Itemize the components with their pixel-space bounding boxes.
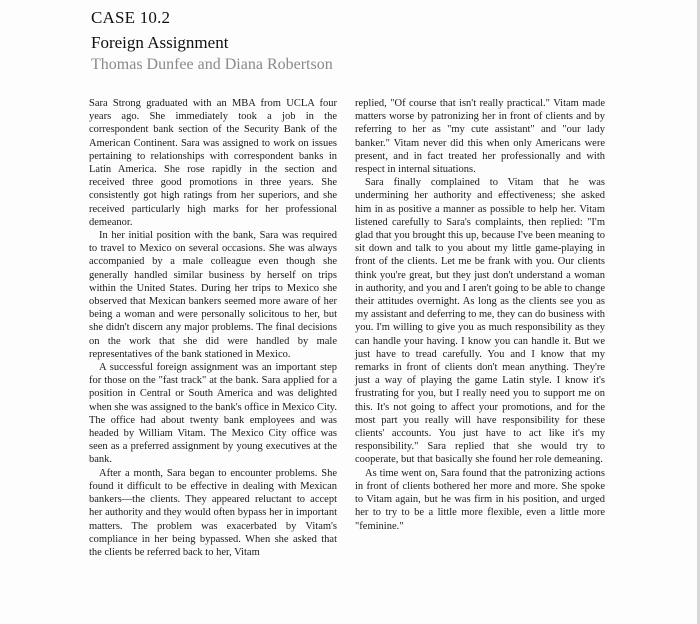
paragraph: Sara finally complained to Vitam that he was undermining her authority and effectiveness; she asked him in as positive a manner as possible to help her. Vitam listened carefully to Sara's complaints, then replied: "I'm glad that you brought this up, because I've been meaning to sit down and talk to you about my little game-playing in front of the clients. Let me be frank with you. Our clients think you're great, but they just don't understand a woman in authority, and you and I aren't going to be able to change their attitudes overnight. As long as the clients see you as my assistant and deferring to me, they can do business with you. I'm willing to give you as much responsibility as they can handle your having. I know you can handle it. But we just have to tread carefully. You and I know that my remarks in front of clients don't mean anything. They're just a way of playing the game Latin style. I know it's frustrating for you, but I really need you to support me on this. It's not going to affect your promotions, and for the most part you really will have responsibility for these clients' accounts. You just have to act like it's my responsibility." Sara replied that she would try to cooperate, but that basically she found her role demeaning. (355, 177, 605, 466)
case-authors: Thomas Dunfee and Diana Robertson (91, 56, 333, 73)
paragraph: A successful foreign assignment was an important step for those on the "fast track" at the bank. Sara applied for a position in Central or South America and was delighted when she was assigned to the bank's office in Mexico City. The office had about twenty bank employees and was headed by William Vitam. The Mexico City office was seen as a preferred assignment by young executives at the bank. (89, 362, 337, 466)
left-column (89, 97, 337, 559)
right-column (355, 97, 605, 533)
paragraph: Sara Strong graduated with an MBA from UCLA four years ago. She immediately took a job in the correspondent bank section of the Security Bank of the American Continent. Sara was assigned to work on issues pertaining to relationships with correspondent banks in Latin America. She rose rapidly in the section and received three good promotions in three years. She consistently got high ratings from her superiors, and she received particularly high marks for her professional demeanor. (89, 98, 337, 228)
case-title: Foreign Assignment (91, 33, 229, 52)
paragraph: replied, "Of course that isn't really practical." Vitam made matters worse by patronizing her in front of clients and by referring to her as "my cute assistant" and "our lady banker." Vitam never did this when only Americans were present, and in fact treated her professionally and with respect in internal situations. (355, 98, 605, 176)
paragraph: As time went on, Sara found that the patronizing actions in front of clients bothered her more and more. She spoke to Vitam again, but he was firm in his position, and urged her to try to be a little more flexible, even a little more "feminine." (355, 467, 605, 532)
case-label: CASE 10.2 (91, 8, 171, 27)
paragraph: In her initial position with the bank, Sara was required to travel to Mexico on several occasions. She was always accompanied by a male colleague even though she generally handled similar business by herself on trips within the United States. During her trips to Mexico she observed that Mexican bankers seemed more aware of her being a woman and were personally solicitous to her, but she didn't discern any major problems. The final decisions on the work that she did were handled by male representatives of the bank stationed in Mexico. (89, 230, 337, 360)
paragraph: After a month, Sara began to encounter problems. She found it difficult to be effective in dealing with Mexican bankers—the clients. They appeared reluctant to accept her authority and they would often bypass her in important matters. The problem was exacerbated by Vitam's compliance in her being bypassed. When she asked that the clients be referred back to her, Vitam (89, 467, 337, 558)
